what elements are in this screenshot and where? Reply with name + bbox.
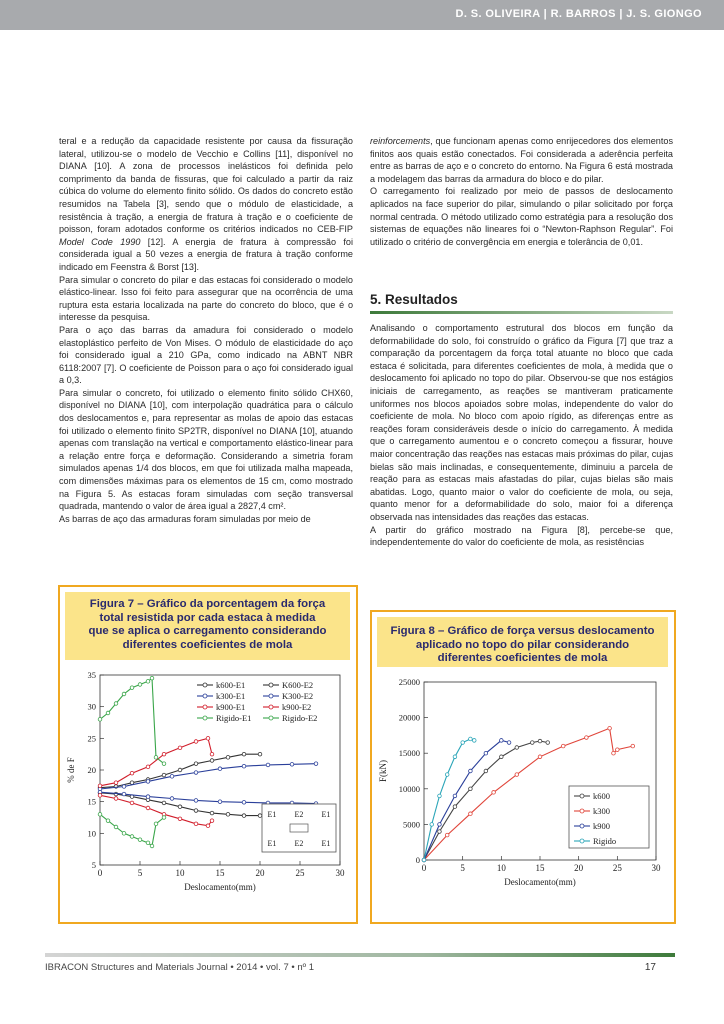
data-point	[98, 718, 102, 722]
page-number: 17	[644, 962, 656, 973]
data-point	[150, 844, 154, 848]
data-point	[154, 756, 158, 760]
inset-label: E1	[321, 839, 331, 848]
data-point	[194, 771, 198, 775]
data-point	[218, 767, 222, 771]
data-point	[507, 741, 511, 745]
data-point	[608, 726, 612, 730]
header-bar	[0, 0, 724, 30]
data-point	[530, 741, 534, 745]
x-tick-label: 5	[137, 868, 143, 878]
data-point	[162, 773, 166, 777]
data-point	[162, 762, 166, 766]
legend-marker	[580, 839, 584, 843]
legend-label: Rigido-E2	[282, 713, 318, 723]
data-point	[453, 805, 457, 809]
data-point	[242, 814, 246, 818]
paragraph: Para o aço das barras da amadura foi considerado o modelo elastoplástico perfeito de Von Mises. O módulo de elasticidade do aço foi considerado igual a 210 GPa, como indicado na ABNT NBR 6118:2007 [7]. O coeficiente de Poisson para o aço foi considerado igual a 0,3.	[59, 324, 353, 386]
data-point	[515, 773, 519, 777]
legend-label: k900-E2	[282, 702, 312, 712]
data-point	[218, 800, 222, 804]
data-point	[138, 838, 142, 842]
title-line: diferentes coeficientes de mola	[122, 638, 293, 651]
data-point	[438, 823, 442, 827]
legend-label: K600-E2	[282, 680, 314, 690]
legend-marker	[269, 716, 273, 720]
inset-label: E2	[294, 810, 304, 819]
data-point	[290, 763, 294, 767]
paragraph: As barras de aço das armaduras foram simuladas por meio de	[59, 513, 311, 524]
y-tick-label: 0	[415, 855, 420, 865]
y-tick-label: 20	[87, 765, 96, 775]
data-point	[492, 791, 496, 795]
inset-label: E1	[267, 839, 277, 848]
data-point	[170, 775, 174, 779]
x-tick-label: 15	[535, 863, 545, 873]
data-point	[438, 830, 442, 834]
legend-label: k600-E1	[216, 680, 246, 690]
section-rule	[370, 311, 673, 314]
data-point	[430, 823, 434, 827]
figure-8-title	[377, 617, 668, 667]
legend-label: k900	[593, 821, 610, 831]
title-line: aplicado no topo do pilar considerando	[415, 638, 630, 651]
paragraph: A partir do gráfico mostrado na Figura [8], percebe-se que, independentemente do valor do coeficiente de mola, as resistências	[370, 524, 673, 548]
paragraph-italic: Model Code 1990	[59, 236, 141, 247]
data-point	[146, 780, 150, 784]
data-point	[210, 811, 214, 815]
data-point	[258, 752, 262, 756]
data-point	[194, 799, 198, 803]
data-point	[146, 841, 150, 845]
x-tick-label: 20	[255, 868, 265, 878]
data-point	[114, 825, 118, 829]
data-point	[538, 739, 542, 743]
legend-marker	[203, 683, 207, 687]
data-point	[515, 746, 519, 750]
data-point	[114, 781, 118, 785]
paragraph: O carregamento foi realizado por meio de passos de deslocamento aplicados na face superior do pilar, simulando o pilar solicitado por força normal centrada. O método utilizado como estratégia para a resolução dos sistemas de equações não lineares foi o “Newton-Raphson Regular”. Foi utilizado o critério de convergência em energia e tolerância de 0,01.	[370, 186, 673, 247]
legend-marker	[269, 705, 273, 709]
data-point	[206, 737, 210, 741]
data-point	[114, 702, 118, 706]
paragraph	[370, 135, 673, 185]
header-authors: D. S. OLIVEIRA | R. BARROS | J. S. GIONGO	[455, 8, 702, 20]
data-point	[146, 680, 150, 684]
data-point	[122, 832, 126, 836]
data-point	[453, 755, 457, 759]
data-point	[445, 833, 449, 837]
data-point	[484, 769, 488, 773]
data-point	[616, 748, 620, 752]
data-point	[226, 756, 230, 760]
data-point	[162, 816, 166, 820]
data-point	[138, 683, 142, 687]
legend-label: k300-E1	[216, 691, 246, 701]
paragraph: Analisando o comportamento estrutural dos blocos em função da deformabilidade do solo, foi construído o gráfico da Figura [7] que traz a comparação da porcentagem da força total atuante no bloco que cada estaca é solicitada, para diferentes coeficientes de mola, à medida que o deslocamento foi aplicado no topo do pilar. Observou-se que nos estágios iniciais de carregamento, as reações se mantiveram praticamente uniformes nos blocos apoiados sobre molas, independente do valor do coeficiente de mola. No bloco com apoio rígido, as diferenças entre as reações foram consideráveis desde o início do carregamento. À medida que o carregamento aumentou e o concreto começou a fissurar, houve maior concentração das reações nas estacas mais próximas do pilar, cujas bielas são mais inclinadas, e consequentemente, diminuiu a parcela de reação para as estacas mais afastadas do pilar, cujas bielas são mais abatidas. Logo, quanto maior o valor do coeficiente de mola, ou seja, quanto menor for a deformabilidade do solo, maior foi a diferença observada nas intensidades das reações das estacas.	[370, 323, 673, 522]
data-point	[98, 813, 102, 817]
paragraph-text: teral e a redução da capacidade resistente por causa da fissuração lateral, utilizou-se o modelo de Vecchio e Collins [11], disponível no DIANA [10]. A zona de processos inelásticos foi definida pelo comprimento da banda de fissuras, que foi calculado a partir da raiz cúbica do volume do elemento finito sólido. Os dados do concreto estão resumidos na Tabela [3], sendo que o módulo de elasticidade, a resistência à tração, a energia de fratura à tração e o coeficiente de poisson, foram adotados conforme os critérios indicados no CEB-FIP	[59, 136, 353, 235]
y-axis-label: F(kN)	[378, 760, 388, 782]
data-point	[445, 773, 449, 777]
footer-journal: IBRACON Structures and Materials Journal • 2014 • vol. 7 • nº 1	[45, 962, 315, 973]
data-point	[210, 752, 214, 756]
title-line: Figura 8 – Gráfico de força versus deslocamento	[390, 625, 655, 637]
legend-marker	[203, 716, 207, 720]
title-line: Figura 7 – Gráfico da porcentagem da força	[89, 598, 326, 610]
legend-marker	[580, 794, 584, 798]
x-tick-label: 0	[97, 868, 103, 878]
data-point	[266, 763, 270, 767]
data-point	[461, 741, 465, 745]
data-point	[242, 764, 246, 768]
inset-label: E2	[294, 839, 304, 848]
data-point	[130, 781, 134, 785]
data-point	[162, 801, 166, 805]
data-point	[130, 686, 134, 690]
data-point	[314, 762, 318, 766]
section-heading: 5. Resultados	[370, 292, 458, 307]
data-point	[146, 765, 150, 769]
y-tick-label: 10	[87, 828, 96, 839]
footer-rule	[45, 953, 675, 957]
data-point	[146, 795, 150, 799]
data-point	[130, 835, 134, 839]
y-tick-label: 35	[87, 670, 96, 680]
data-point	[538, 755, 542, 759]
data-point	[226, 813, 230, 817]
data-point	[585, 736, 589, 740]
y-tick-label: 20000	[398, 712, 420, 723]
figure-8	[370, 610, 676, 924]
data-point	[98, 794, 102, 798]
x-tick-label: 10	[175, 868, 185, 878]
figure-7-chart	[62, 667, 352, 917]
inset-label: E1	[321, 810, 331, 819]
data-point	[194, 809, 198, 813]
legend-marker	[269, 683, 273, 687]
data-point	[106, 819, 110, 823]
figure-7	[58, 585, 358, 924]
y-tick-label: 15000	[398, 748, 420, 759]
data-point	[130, 771, 134, 775]
x-axis-label: Deslocamento(mm)	[184, 882, 256, 892]
paragraph-italic: reinforcements	[370, 136, 431, 146]
data-point	[422, 858, 426, 862]
legend-marker	[269, 694, 273, 698]
data-point	[178, 768, 182, 772]
data-point	[438, 794, 442, 798]
data-point	[194, 822, 198, 826]
data-point	[122, 692, 126, 696]
data-point	[631, 744, 635, 748]
data-point	[612, 751, 616, 755]
x-tick-label: 5	[460, 863, 465, 873]
data-point	[210, 759, 214, 763]
paragraph-text: , que funcionam apenas como enrijecedores dos elementos finitos aos quais estão conectados. Foi considerada a aderência perfeita entre as barras de aço e o concreto do entorno. Na Figura 6 está mostrada a modelagem das barras da armadura do bloco e do pilar.	[370, 136, 673, 184]
x-tick-label: 30	[651, 863, 661, 873]
data-point	[258, 814, 262, 818]
x-tick-label: 25	[295, 868, 305, 878]
data-point	[546, 741, 550, 745]
data-point	[178, 805, 182, 809]
y-tick-label: 25000	[398, 677, 420, 687]
y-tick-label: 30	[87, 701, 96, 712]
legend-label: k300	[593, 806, 610, 816]
data-point	[500, 739, 504, 743]
data-point	[130, 801, 134, 805]
x-tick-label: 25	[612, 863, 622, 873]
legend-label: k600	[593, 791, 610, 801]
data-point	[194, 762, 198, 766]
data-point	[206, 824, 210, 828]
x-tick-label: 15	[215, 868, 225, 878]
legend-marker	[203, 694, 207, 698]
data-point	[154, 822, 158, 826]
title-line: total resistida por cada estaca à medida	[99, 611, 316, 624]
y-tick-label: 15	[87, 796, 96, 807]
y-tick-label: 10000	[398, 783, 420, 794]
figure-8-chart	[374, 674, 672, 919]
legend-marker	[203, 705, 207, 709]
data-point	[150, 676, 154, 680]
x-tick-label: 30	[335, 868, 345, 878]
data-point	[194, 740, 198, 744]
inset-label: E1	[267, 810, 277, 819]
data-point	[472, 739, 476, 743]
x-tick-label: 10	[496, 863, 506, 873]
y-tick-label: 5	[91, 860, 96, 870]
data-point	[242, 801, 246, 805]
data-point	[469, 737, 473, 741]
data-point	[561, 744, 565, 748]
data-point	[178, 817, 182, 821]
paragraph	[59, 135, 353, 274]
data-point	[178, 746, 182, 750]
legend-label: k900-E1	[216, 702, 246, 712]
data-point	[114, 797, 118, 801]
right-column-bottom	[370, 322, 673, 549]
x-axis-label: Deslocamento(mm)	[504, 877, 576, 887]
legend-label: K300-E2	[282, 691, 314, 701]
data-point	[242, 752, 246, 756]
legend-label: Rigido	[593, 836, 617, 846]
data-point	[453, 794, 457, 798]
legend-marker	[580, 824, 584, 828]
data-point	[500, 755, 504, 759]
y-tick-label: 25	[87, 733, 96, 744]
title-line: que se aplica o carregamento considerando	[88, 625, 327, 637]
title-line: diferentes coeficientes de mola	[437, 652, 608, 664]
data-point	[170, 797, 174, 801]
legend-label: Rigido-E1	[216, 713, 252, 723]
x-tick-label: 0	[421, 863, 427, 873]
data-point	[146, 806, 150, 810]
left-column	[59, 135, 353, 525]
paragraph: Para simular o concreto do pilar e das estacas foi considerado o modelo elástico-linear. Isso foi feito para assegurar que na ocorrência de uma ruptura esta estaria localizada na parte do concreto do bloco, que é o interesse da pesquisa.	[59, 274, 353, 323]
y-axis-label: % de F	[66, 757, 76, 783]
data-point	[162, 752, 166, 756]
data-point	[210, 819, 214, 823]
y-tick-label: 5000	[403, 819, 420, 830]
data-point	[484, 751, 488, 755]
data-point	[469, 787, 473, 791]
x-tick-label: 20	[574, 863, 584, 873]
data-point	[98, 784, 102, 788]
data-point	[106, 711, 110, 715]
right-column-top	[370, 135, 673, 248]
paragraph: Para simular o concreto, foi utilizado o elemento finito sólido CHX60, disponível no DIANA [10], com interpolação quadrática para o cálculo dos deslocamentos e, para representar as molas de apoio das estacas foi utilizado o elemento finito SP2TR, disponível no DIANA [10], atuando apenas com translação na vertical e comportamento elástico-linear para a relação entre força e deformação. Considerando a simetria foram simulados apenas 1/4 dos blocos, em que foi utilizada malha mapeada, com dimensões máximas para os elementos de 15 cm, como mostrado na Figura 5. As estacas foram simuladas com seção transversal quadrada, mantendo o valor de área igual a 2827,4 cm².	[59, 387, 353, 512]
figure-7-title	[65, 592, 350, 660]
paragraph-text: [12]. A energia de fratura à compressão foi considerada igual a 50 vezes a energia de fratura à tração conforme indicado em Feenstra & Borst [13].	[59, 236, 353, 272]
data-point	[122, 785, 126, 789]
data-point	[122, 792, 126, 796]
data-point	[469, 769, 473, 773]
legend-marker	[580, 809, 584, 813]
data-point	[469, 812, 473, 816]
